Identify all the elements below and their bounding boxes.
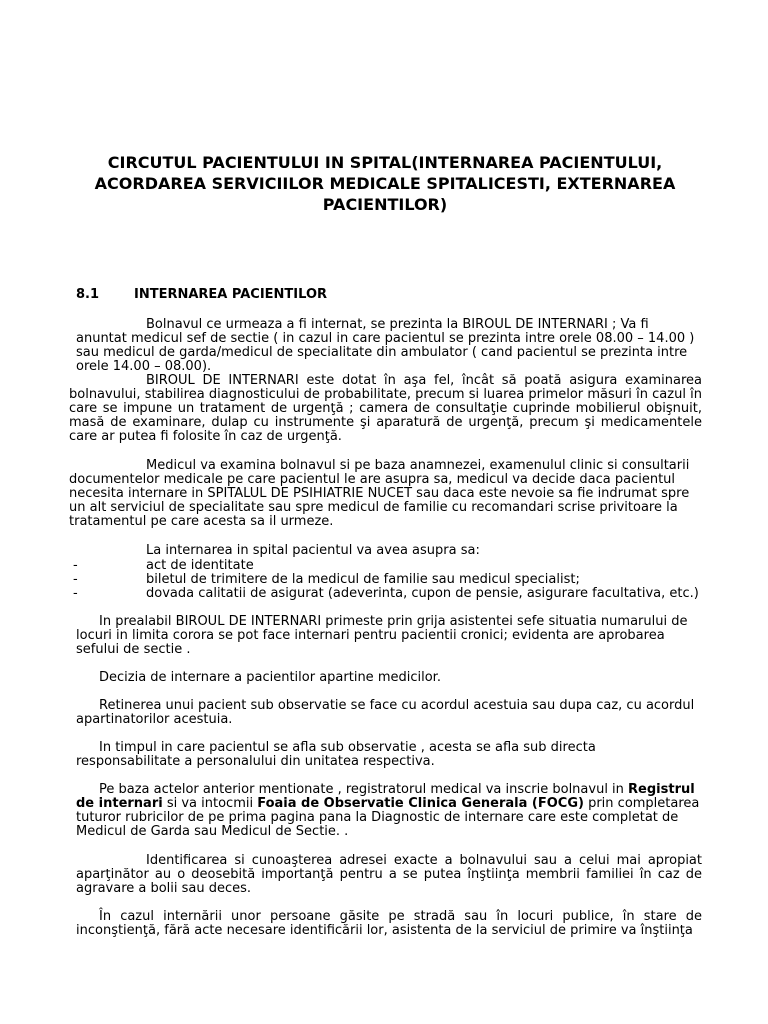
paragraph-locuri: In prealabil BIROUL DE INTERNARI primeste prin grija asistentei sefe situatia numarului de locuri in limita corora se pot face internari pentru pacientii cronici; evidenta are aprobarea sefului de sectie . — [76, 614, 688, 657]
registru-internari-label: Registrul de internari — [76, 782, 695, 811]
section-title: INTERNAREA PACIENTILOR — [134, 287, 328, 302]
list-item: - act de identitate — [73, 558, 254, 573]
section-number: 8.1 — [76, 287, 100, 302]
paragraph-acte-intro: La internarea in spital pacientul va avea asupra sa: — [146, 543, 480, 558]
required-documents-list — [73, 559, 713, 601]
section-heading — [76, 288, 327, 302]
paragraph-observatie: In timpul in care pacientul se afla sub observatie , acesta se afla sub directa responsabilitate a personalului din unitatea respectiva. — [76, 740, 596, 769]
paragraph-intro: Bolnavul ce urmeaza a fi internat, se prezinta la BIROUL DE INTERNARI ; Va fi anuntat medicul sef de sectie ( in cazul in care pacientul se prezinta intre orele 08.00 – 14.00 ) sau medicul de garda/medicul de specialitate din ambulator ( cand pacientul se prezinta intre orele 14.00 – 08.00). — [76, 317, 695, 374]
page-title: CIRCUTUL PACIENTULUI IN SPITAL(INTERNAREA PACIENTULUI, ACORDAREA SERVICIILOR MEDICALE SPITALICESTI, EXTERNAREA PACIENTILOR) — [94, 153, 676, 214]
list-item: - dovada calitatii de asigurat (adeverinta, cupon de pensie, asigurare facultativa, etc.) — [73, 586, 699, 601]
focg-label: Foaia de Observatie Clinica Generala (FOCG) — [257, 796, 584, 811]
paragraph-examinare: Medicul va examina bolnavul si pe baza anamnezei, examenulul clinic si consultarii documentelor medicale pe care pacientul le are asupra sa, medicul va decide daca pacientul necesita internare in SPITALUL DE PSIHIATRIE NUCET sau daca este nevoie sa fie indrumat spre un alt serviciul de specialitate sau spre medicul de familie cu recomandari scrise privitoare la tratamentul pe care acesta sa il urmeze. — [69, 458, 690, 529]
paragraph-biroul: BIROUL DE INTERNARI este dotat în aşa fel, încât să poată asigura examinarea bolnavului, stabilirea diagnosticului de probabilitate, precum si luarea primelor măsuri în cazul în care se impune un tratament de urgenţă ; camera de consultaţie cuprinde mobilierul obişnuit, masă de examinare, dulap cu instrumente şi aparatură de urgenţă, precum şi medicamentele care ar putea fi folosite în caz de urgenţă. — [69, 373, 702, 444]
list-item: - biletul de trimitere de la medicul de familie sau medicul specialist; — [73, 572, 580, 587]
paragraph-registru: Pe baza actelor anterior mentionate , registratorul medical va inscrie bolnavul in Registrul de internari si va intocmii Foaia de Observatie Clinica Generala (FOCG) prin completarea tuturor rubricilor de pe prima pagina pana la Diagnostic de internare care este completat de Medicul de Garda sau Medicul de Sectie. . — [76, 782, 700, 839]
paragraph-identificare: Identificarea si cunoaşterea adresei exacte a bolnavului sau a celui mai apropiat aparţinător au o deosebită importanţă pentru a se putea înştiinţa membrii familiei în caz de agravare a bolii sau deces. — [76, 853, 702, 896]
paragraph-internare-necunoscuti: În cazul internării unor persoane găsite pe stradă sau în locuri publice, în stare de inconştienţă, fără acte necesare identificării lor, asistenta de la serviciul de primire va înştiinţa — [76, 909, 702, 938]
paragraph-decizia: Decizia de internare a pacientilor apartine medicilor. — [99, 670, 441, 685]
paragraph-retinere: Retinerea unui pacient sub observatie se face cu acordul acestuia sau dupa caz, cu acordul apartinatorilor acestuia. — [76, 698, 695, 727]
